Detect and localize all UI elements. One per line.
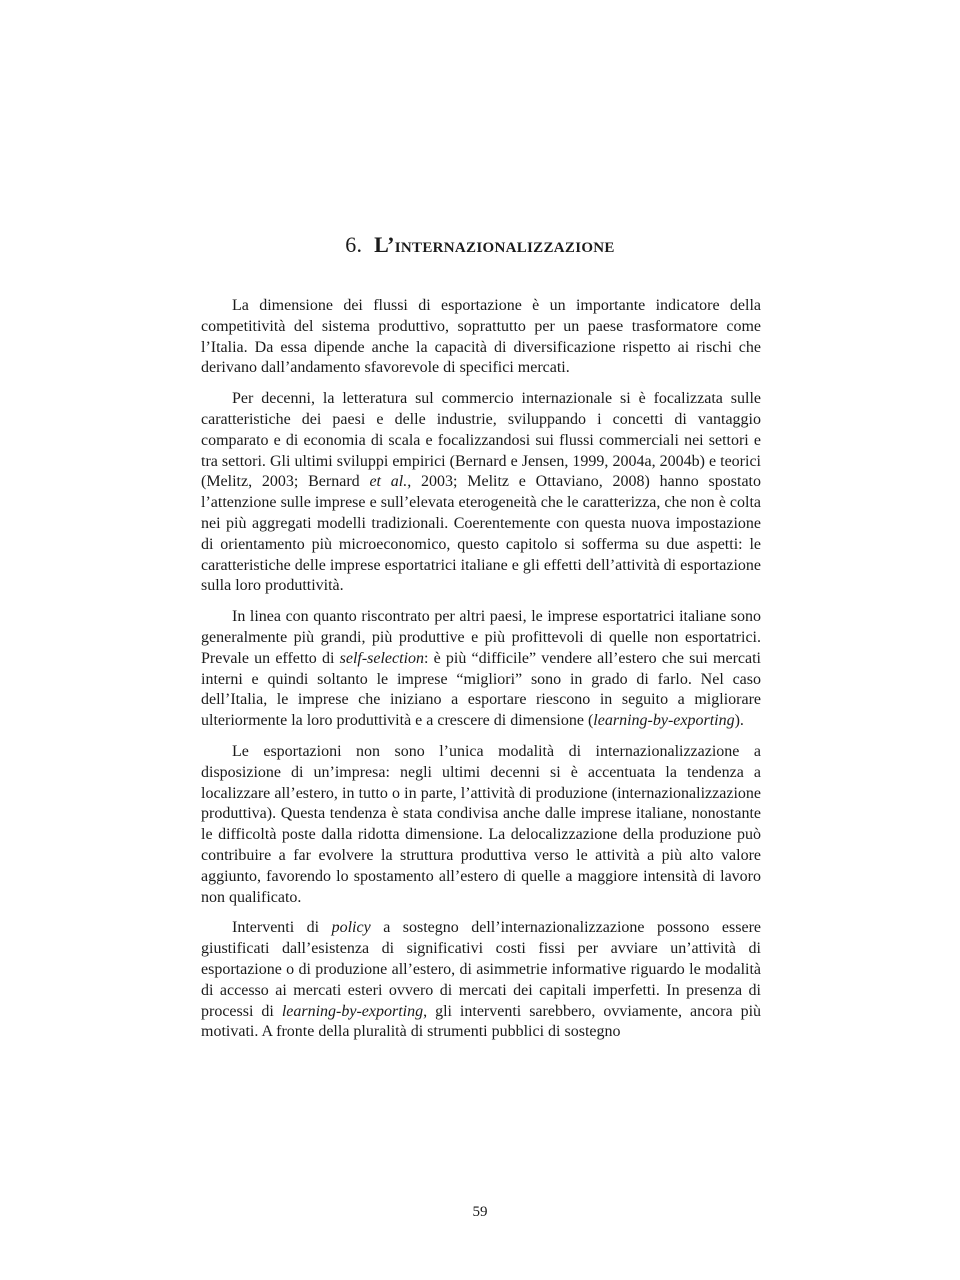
italic-term: self-selection	[339, 649, 425, 667]
paragraph-text: Interventi di	[232, 919, 332, 937]
paragraph-2	[201, 389, 761, 597]
page-number: 59	[472, 1204, 488, 1220]
paragraph-text: , gli interventi sarebbero, ovviamente, ancora più motivati. A fronte della pluralità di strumenti pubblici di sostegno	[201, 1002, 762, 1041]
chapter-number: 6.	[345, 232, 363, 257]
paragraph-4	[201, 742, 761, 908]
paragraph-text: , 2003; Melitz e Ottaviano, 2008) hanno spostato l’attenzione sulle imprese e sull’elevata eterogeneità che le caratterizza, che non è colta nei più aggregati modelli tradizionali. Coerentemente con questa nuova impostazione di orientamento più microeconomico, questo capitolo si sofferma su due aspetti: le caratteristiche delle imprese esportatrici italiane e gli effetti dell’attività di esportazione sulla loro produttività.	[201, 473, 761, 595]
paragraph-text: In linea con quanto riscontrato per altri paesi, le imprese esportatrici italiane sono generalmente più grandi, più produttive e più profittevoli di quelle non esportatrici. Prevale un effetto di	[201, 608, 761, 667]
paragraph-1	[201, 296, 761, 379]
body-text	[201, 296, 761, 1053]
paragraph-text: Le esportazioni non sono l’unica modalità di internazionalizzazione a disposizione di un’impresa: negli ultimi decenni si è accentuata la tendenza a localizzare all’estero, in tutto o in parte, l’attività di produzione (internazionalizzazione produttiva). Questa tendenza è stata condivisa anche dalle imprese italiane, nonostante le difficoltà poste dalla ridotta dimensione. La delocalizzazione della produzione può contribuire a far evolvere la struttura produttiva verso le attività a più alto valore aggiunto, favorendo lo spostamento all’estero di quelle a maggiore intensità di lavoro non qualificato.	[201, 742, 761, 906]
italic-term: policy	[331, 919, 371, 937]
paragraph-3	[201, 607, 761, 732]
paragraph-text: : è più “difficile” vendere all’estero che sui mercati interni e quindi soltanto le imprese “migliori” sono in grado di farlo. Nel caso dell’Italia, le imprese che iniziano a esportare riescono in seguito a migliorare ulteriormente la loro produttività e a crescere di dimensione (	[201, 649, 762, 730]
chapter-title	[200, 232, 760, 258]
paragraph-text: Per decenni, la letteratura sul commercio internazionale si è focalizzata sulle caratteristiche dei paesi e delle industrie, sviluppando i concetti di vantaggio comparato e di economia di scala e focalizzandosi sui flussi commerciali nei settori e tra settori. Gli ultimi sviluppi empirici (Bernard e Jensen, 1999, 2004a, 2004b) e teorici (Melitz, 2003; Bernard	[201, 390, 761, 491]
paragraph-text: a sostegno dell’internazionalizzazione possono essere giustificati dall’esistenza di significativi costi fissi per avviare un’attività di esportazione o di produzione all’estero, di asimmetrie informative riguardo le modalità di accesso ai mercati esteri ovvero di mercati dei capitali imperfetti. In presenza di processi di	[201, 919, 761, 1020]
italic-term: learning-by-exporting	[281, 1002, 424, 1020]
italic-term: et al.	[369, 473, 408, 491]
italic-term: learning-by-exporting	[593, 712, 735, 730]
paragraph-text: ).	[734, 712, 744, 730]
paragraph-text: La dimensione dei flussi di esportazione è un importante indicatore della competitività del sistema produttivo, soprattutto per un paese trasformatore come l’Italia. Da essa dipende anche la capacità di diversificazione rispetto ai rischi che derivano dall’andamento sfavorevole di specifici mercati.	[201, 297, 761, 377]
chapter-name: L’internazionalizzazione	[374, 232, 615, 257]
paragraph-5	[201, 918, 761, 1043]
